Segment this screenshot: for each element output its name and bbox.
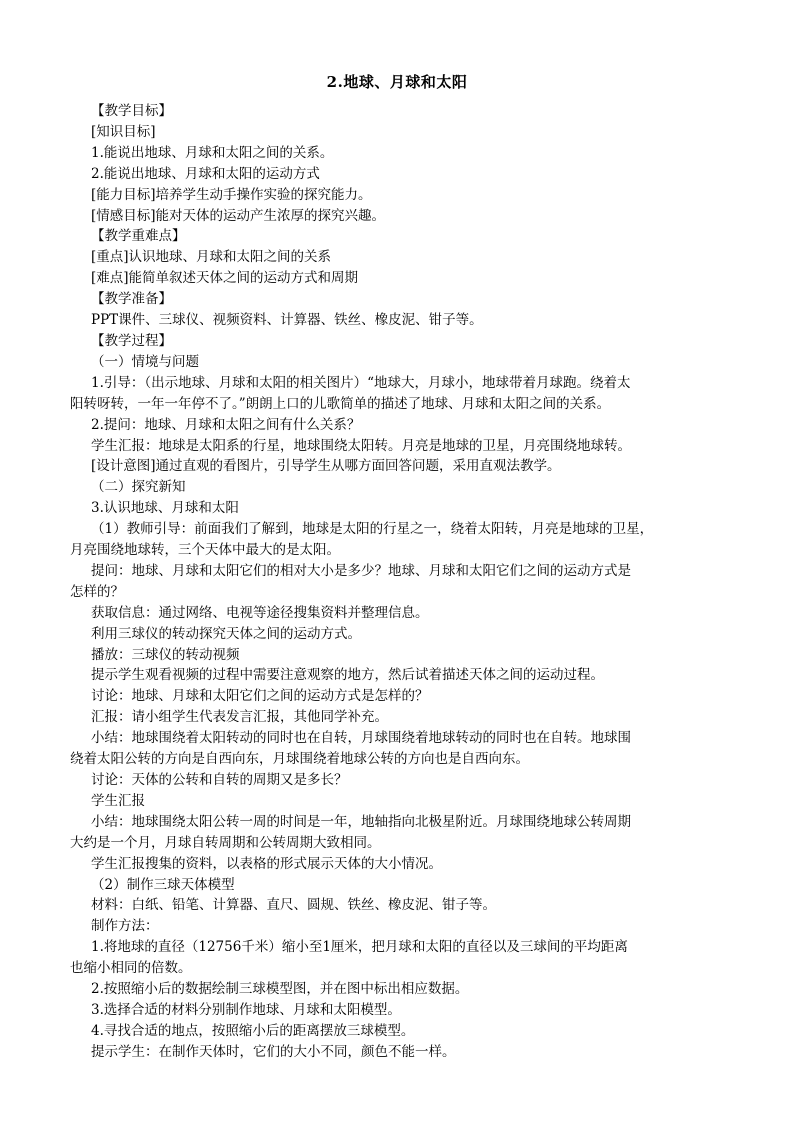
paragraph-line-continued: 绕着太阳公转的方向是自西向东，月球围绕着地球公转的方向也是自西向东。 <box>70 751 529 768</box>
paragraph-line: 小结：地球围绕太阳公转一周的时间是一年，地轴指向北极星附近。月球围绕地球公转周期 <box>91 813 631 830</box>
paragraph-line: 1.能说出地球、月球和太阳之间的关系。 <box>91 144 334 161</box>
paragraph-line: 提示学生：在制作天体时，它们的大小不同，颜色不能一样。 <box>91 1043 456 1060</box>
paragraph-line: 学生汇报：地球是太阳系的行星，地球围绕太阳转。月亮是地球的卫星，月亮围绕地球转。 <box>91 437 631 454</box>
paragraph-line: PPT课件、三球仪、视频资料、计算器、铁丝、橡皮泥、钳子等。 <box>91 312 483 329</box>
section-heading: 【教学准备】 <box>91 291 172 308</box>
paragraph-line-continued: 阳转呀转，一年一年停不了。”朗朗上口的儿歌简单的描述了地球、月球和太阳之间的关系。 <box>70 395 611 412</box>
section-heading: 【教学重难点】 <box>91 228 186 245</box>
paragraph-line: 1.引导：（出示地球、月球和太阳的相关图片）“地球大，月球小，地球带着月球跑。绕着太 <box>91 374 631 391</box>
paragraph-line: 4.寻找合适的地点，按照缩小后的距离摆放三球模型。 <box>91 1022 415 1039</box>
paragraph-line: 3.认识地球、月球和太阳 <box>91 500 239 517</box>
paragraph-line: 学生汇报 <box>91 792 145 809</box>
paragraph-line-continued: 怎样的？ <box>70 583 124 600</box>
paragraph-line: （1）教师引导：前面我们了解到，地球是太阳的行星之一，绕着太阳转，月亮是地球的卫星， <box>91 521 654 538</box>
paragraph-line: 获取信息：通过网络、电视等途径搜集资料并整理信息。 <box>91 604 429 621</box>
paragraph-line-continued: 大约是一个月，月球自转周期和公转周期大致相同。 <box>70 834 381 851</box>
paragraph-line: [难点]能简单叙述天体之间的运动方式和周期 <box>91 270 359 287</box>
paragraph-line: 讨论：天体的公转和自转的周期又是多长？ <box>91 772 348 788</box>
paragraph-line: 提示学生观看视频的过程中需要注意观察的地方，然后试着描述天体之间的运动过程。 <box>91 667 604 684</box>
section-heading: 【教学目标】 <box>91 103 172 119</box>
paragraph-line: 小结：地球围绕着太阳转动的同时也在自转，月球围绕着地球转动的同时也在自转。地球围 <box>91 730 631 747</box>
paragraph-line: 1.将地球的直径（12756千米）缩小至1厘米，把月球和太阳的直径以及三球间的平均距离 <box>91 939 628 956</box>
paragraph-line: 学生汇报搜集的资料，以表格的形式展示天体的大小情况。 <box>91 855 442 872</box>
paragraph-line: 利用三球仪的转动探究天体之间的运动方式。 <box>91 625 361 642</box>
section-heading: 【教学过程】 <box>91 332 172 349</box>
paragraph-line: 材料：白纸、铅笔、计算器、直尺、圆规、铁丝、橡皮泥、钳子等。 <box>91 897 496 914</box>
paragraph-line: 2.按照缩小后的数据绘制三球模型图，并在图中标出相应数据。 <box>91 981 469 998</box>
paragraph-line: （2）制作三球天体模型 <box>91 876 235 893</box>
paragraph-line: 3.选择合适的材料分别制作地球、月球和太阳模型。 <box>91 1001 401 1018</box>
paragraph-line: 讨论：地球、月球和太阳它们之间的运动方式是怎样的？ <box>91 688 429 705</box>
paragraph-line: 制作方法： <box>91 918 159 935</box>
paragraph-line: 播放：三球仪的转动视频 <box>91 646 240 663</box>
paragraph-line: [情感目标]能对天体的运动产生浓厚的探究兴趣。 <box>91 207 386 224</box>
paragraph-line: [能力目标]培养学生动手操作实验的探究能力。 <box>91 186 372 203</box>
paragraph-line: 2.提问：地球、月球和太阳之间有什么关系？ <box>91 416 361 433</box>
subsection-heading: （一）情境与问题 <box>91 353 199 370</box>
paragraph-line-continued: 也缩小相同的倍数。 <box>70 960 192 977</box>
paragraph-line-continued: 月亮围绕地球转，三个天体中最大的是太阳。 <box>70 542 340 559</box>
subsection-heading: （二）探究新知 <box>91 479 186 496</box>
document-body <box>70 101 739 1063</box>
paragraph-line: [知识目标] <box>91 123 156 140</box>
document-title: 2.地球、月球和太阳 <box>326 73 468 91</box>
paragraph-line: 提问：地球、月球和太阳它们的相对大小是多少？地球、月球和太阳它们之间的运动方式是 <box>91 562 631 579</box>
paragraph-line: [重点]认识地球、月球和太阳之间的关系 <box>91 249 332 266</box>
paragraph-line: 2.能说出地球、月球和太阳的运动方式 <box>91 165 320 182</box>
paragraph-line: 汇报：请小组学生代表发言汇报，其他同学补充。 <box>91 709 388 726</box>
paragraph-line: [设计意图]通过直观的看图片，引导学生从哪方面回答问题，采用直观法教学。 <box>91 458 561 475</box>
